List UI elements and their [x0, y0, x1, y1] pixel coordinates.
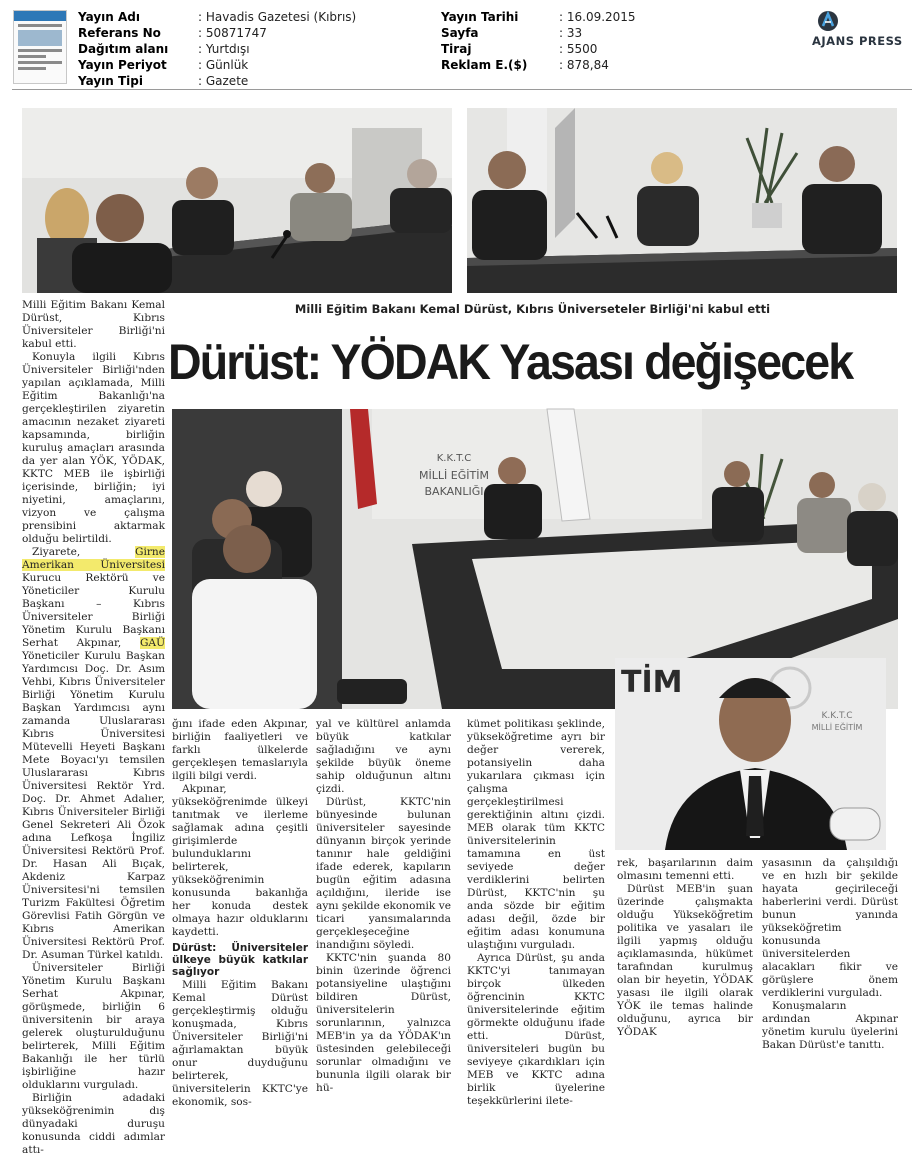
col5-paragraph: Dürüst MEB'in şuan üzerinde çalışmakta olduğu Yükseköğretim politika ve yasaları ile ilgili yapmış olduğu açıklamasında, hükümet tarafından kurulmuş olan bir heyetin, YÖDAK yasası ile ilgili olarak YÖK ile temas halinde olduğunu, ayrıca bir YÖDAK: [617, 883, 753, 1038]
meta-row-page: Sayfa : 33: [441, 26, 583, 40]
col4-paragraph: Ayrıca Dürüst, şu anda KKTC'yi tanımayan birçok ülkeden öğrencinin KKTC üniversitelerinde eğitim görmekte olduğunu ifade etti. Dürüst, üniversiteleri bugün bu seviyeye çıkardıkları için MEB ve KKTC adına birlik üyelerine teşekkürlerini ilete-: [467, 952, 605, 1107]
portrait-sign-line1: K.K.T.C: [821, 711, 853, 721]
col6-paragraph: yasasının da çalışıldığı ve en hızlı bir şekilde hayata geçirileceği haberlerini verdi. Dürüst bunun yanında yükseköğretim konusunda üniversitelerden alacakları fikir ve görüşlere önem verdiklerini vurguladı.: [762, 857, 898, 999]
meta-left: [78, 9, 356, 89]
meta-row-distribution: Dağıtım alanı : Yurtdışı: [78, 42, 250, 56]
col2-paragraph: Akpınar, yükseköğrenimde ülkeyi tanıtmak ve ilerleme sağlamak adına çeşitli girişimlerde bulunduklarını belirterek, yükseköğrenimin konusunda bakanlığa her konuda destek olmaya hazır olduklarını kaydetti.: [172, 783, 308, 938]
col1-paragraph: Üniversiteler Birliği Yönetim Kurulu Başkanı Serhat Akpınar, görüşmede, birliğin 6 üniversitenin bir araya gelerek oluşturulduğunu belirterek, Milli Eğitim Bakanlığı ile her türlü işbirliğine hazır olduklarını vurguladı.: [22, 962, 165, 1091]
article-column-4: [467, 718, 605, 1107]
col3-paragraph: Dürüst, KKTC'nin bünyesinde bulunan üniversiteler sayesinde dünyanın birçok yerinde tanınır hale geldiğini ifade ederek, kapıların bugün eğitim adasına açıldığını, ileride ise aynı şekilde ekonomik ve ticari yansımalarında gerçekleşeceğine inandığını söyledi.: [316, 796, 451, 951]
meta-row-period: Yayın Periyot : Günlük: [78, 58, 249, 72]
wall-sign-line2: MİLLİ EĞİTİM: [419, 469, 489, 482]
headline: Dürüst: YÖDAK Yasası değişecek: [168, 334, 853, 390]
col1-paragraph: Konuyla ilgili Kıbrıs Üniversiteler Birliği'nden yapılan açıklamada, Milli Eğitim Bakanlığı'na gerçekleştirilen ziyaretin amacının nezaket ziyareti kapsamında, birliğin kuruluş amaçları arasında da yer alan YÖK, YÖDAK, KKTC MEB ile işbirliği içerisinde, birliğin; iyi niyetini, amaçlarını, vizyon ve çalışma prensibini aktarmak olduğu belirtildi.: [22, 351, 165, 545]
wall-sign-line1: K.K.T.C: [436, 453, 472, 464]
article-column-2: [172, 718, 308, 1108]
article-column-6: [762, 857, 898, 1051]
wall-sign-line3: BAKANLIĞI: [424, 485, 484, 498]
col2-paragraph: ğını ifade eden Akpınar, birliğin faaliyetleri ve farklı ülkelerde gerçekleşen temaslarıyla ilgili bilgi verdi.: [172, 718, 308, 782]
logo-text: AJANS PRESS: [812, 34, 903, 48]
photo-caption: Milli Eğitim Bakanı Kemal Dürüst, Kıbrıs Üniverseteler Birliği'ni kabul etti: [294, 302, 771, 316]
subheading: Dürüst: Üniversiteler ülkeye büyük katkılar sağlıyor: [172, 942, 308, 978]
col1-paragraph-highlighted: Ziyarete, Girne Amerikan Üniversitesi Kurucu Rektörü ve Yöneticiler Kurulu Başkanı – Kıbrıs Üniversiteler Birliği Yönetim Kurulu Başkanı Serhat Akpınar, GAÜ Yöneticiler Kurulu Başkan Yardımcısı Doç. Dr. Asım Vehbi, Kıbrıs Üniversiteler Birliği Yönetim Kurulu Başkan Yardımcısı aynı zamanda Uluslararası Kıbrıs Üniversitesi Mütevelli Heyeti Başkanı Mete Boyacı'yı temsilen Uluslararası Kıbrıs Üniversitesi Rektör Yrd. Doç. Dr. Ahmet Adalıer, Kıbrıs Üniversiteler Birliği Genel Sekreteri Ali Özok adına Lefkoşa İngiliz Üniversitesi Rektörü Prof. Dr. Hasan Ali Bıçak, Akdeniz Karpaz Üniversitesi'ni temsilen Turizm Fakültesi Öğretim Görevlisi Fatih Görgün ve Kıbrıs Amerikan Üniversitesi Rektörü Prof. Dr. Asuman Türkel katıldı.: [22, 546, 165, 961]
col6-paragraph: Konuşmaların ardından Akpınar yönetim kurulu üyelerini Bakan Dürüst'e tanıttı.: [762, 1000, 898, 1051]
wall-letters: TİM: [621, 665, 683, 700]
highlight-girne-amerikan: Girne Amerikan Üniversitesi: [22, 546, 165, 571]
header-divider: [12, 89, 912, 90]
meta-right: [441, 9, 636, 73]
col5-paragraph: rek, başarılarının daim olmasını temenni etti.: [617, 857, 753, 882]
ajans-press-logo: [812, 10, 912, 54]
article-column-3: [316, 718, 451, 1094]
clipping-header: [0, 0, 920, 92]
col1-paragraph: Birliğin adadaki yükseköğrenimin dış dünyadaki duruşu konusunda ciddi adımlar attı-: [22, 1092, 165, 1156]
meta-row-circulation: Tiraj : 5500: [441, 42, 598, 56]
portrait-sign-line2: MİLLİ EĞİTİM: [811, 723, 863, 732]
col4-paragraph: kümet politikası şeklinde, yükseköğretime ayrı bir değer vererek, potansiyelin daha yukarılara çıkması için çalışma gerçekleştirilmesi gerektiğinin altını çizdi. MEB olarak tüm KKTC üniversitelerinin tamamına en üst seviyede değer verdiklerini belirten Dürüst, KKTC'nin şu anda sözde bir eğitim adası değil, özde bir eğitim adası konumuna ulaştığını vurguladı.: [467, 718, 605, 951]
col3-paragraph: KKTC'nin şuanda 80 binin üzerinde öğrenci potansiyeline ulaştığını bildiren Dürüst, üniversitelerin sorunlarının, yalnızca MEB'in ya da YÖDAK'ın üstesinden gelebileceği sorunlar olmadığını ve bununla ilgili olarak bir hü-: [316, 952, 451, 1094]
meta-row-reference: Referans No : 50871747: [78, 26, 267, 40]
meta-row-publication: Yayın Adı : Havadis Gazetesi (Kıbrıs): [78, 10, 357, 24]
photo-minister-portrait: [615, 658, 886, 850]
col1-paragraph: Milli Eğitim Bakanı Kemal Dürüst, Kıbrıs Üniversiteler Birliği'ni kabul etti.: [22, 299, 165, 350]
meta-row-ad-value: Reklam E.($) : 878,84: [441, 58, 609, 72]
ajans-press-logo-icon: [817, 10, 839, 32]
article-column-5: [617, 857, 753, 1038]
photo-meeting-right: [467, 108, 897, 293]
meta-row-type: Yayın Tipi : Gazete: [78, 74, 249, 88]
highlight-gau: GAÜ: [139, 637, 165, 649]
col2-paragraph: Milli Eğitim Bakanı Kemal Dürüst gerçekleştirmiş olduğu konuşmada, Kıbrıs Üniversiteler Birliği'ni ağırlamaktan büyük onur duyduğunu belirterek, üniversitelerin KKTC'ye ekonomik, sos-: [172, 979, 308, 1108]
photo-meeting-left: [22, 108, 452, 293]
meta-row-date: Yayın Tarihi : 16.09.2015: [441, 10, 636, 24]
article-column-1: [22, 299, 165, 1156]
col3-paragraph: yal ve kültürel anlamda büyük katkılar sağladığını ve aynı şekilde büyük öneme sahip olduğunun altını çizdi.: [316, 718, 451, 795]
newspaper-thumbnail[interactable]: [13, 10, 67, 84]
